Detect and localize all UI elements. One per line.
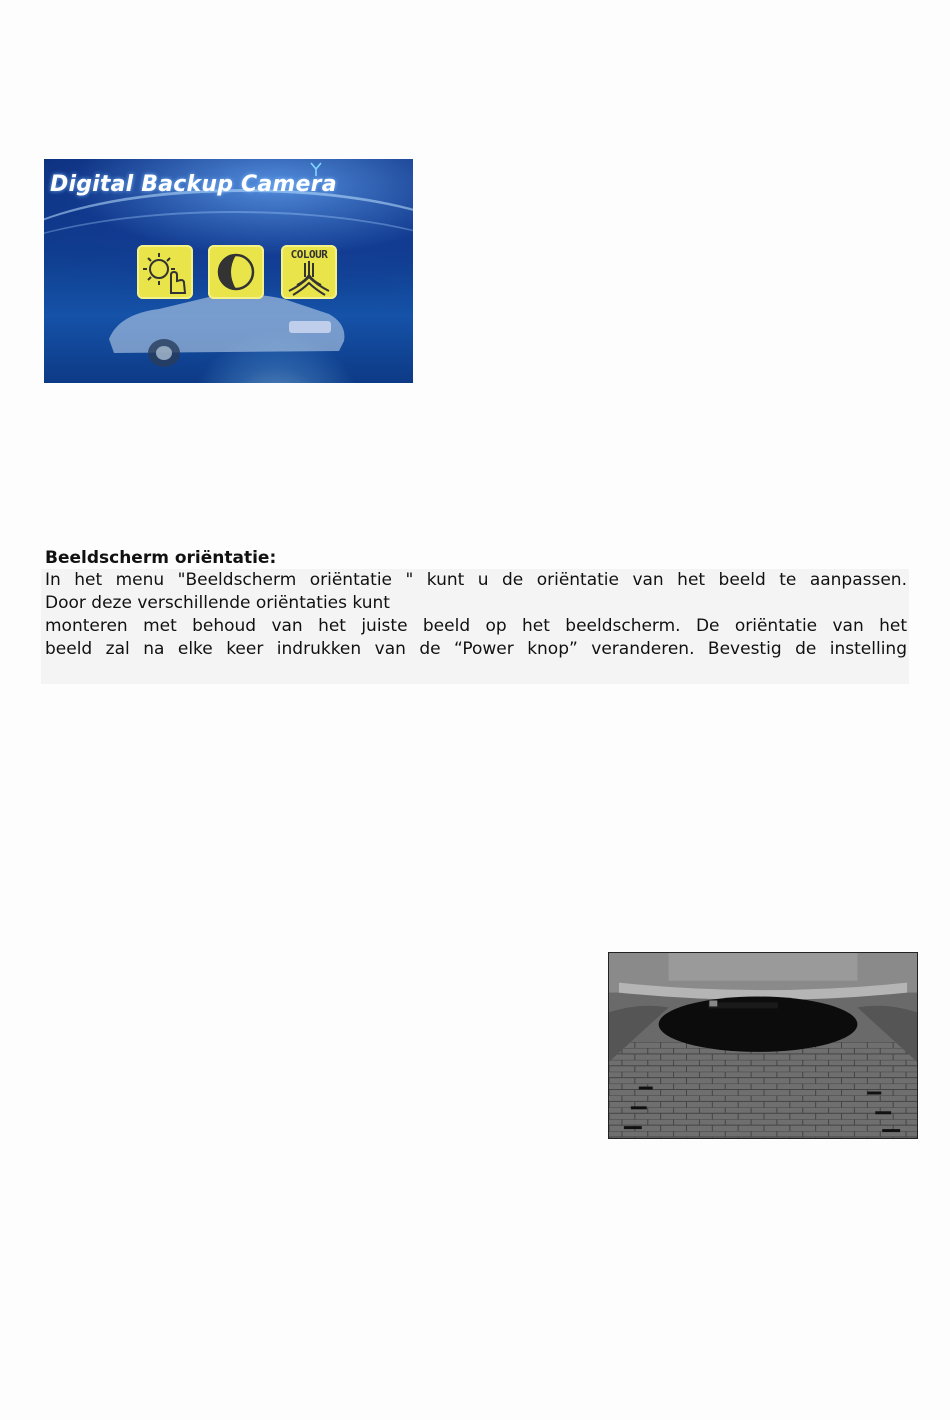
menu-title: Digital Backup Camera bbox=[50, 172, 337, 197]
colour-icon[interactable] bbox=[281, 245, 337, 299]
body-text-block bbox=[41, 569, 909, 684]
body-text-line: In het menu "Beeldscherm oriëntatie " kunt u de oriëntatie van het beeld te aanpassen. bbox=[45, 570, 907, 590]
camera-menu-screenshot bbox=[44, 159, 413, 383]
body-text-line: monteren met behoud van het juiste beeld op het beeldscherm. De oriëntatie van het bbox=[45, 616, 907, 636]
rear-camera-image bbox=[608, 952, 918, 1139]
brightness-icon[interactable] bbox=[137, 245, 193, 299]
body-text-line: beeld zal na elke keer indrukken van de “Power knop” veranderen. Bevestig de instelling bbox=[45, 639, 907, 659]
contrast-icon[interactable] bbox=[208, 245, 264, 299]
colour-label: COLOUR bbox=[290, 248, 328, 261]
section-heading: Beeldscherm oriëntatie: bbox=[45, 548, 277, 568]
body-text-line: Door deze verschillende oriëntaties kunt bbox=[45, 593, 390, 613]
